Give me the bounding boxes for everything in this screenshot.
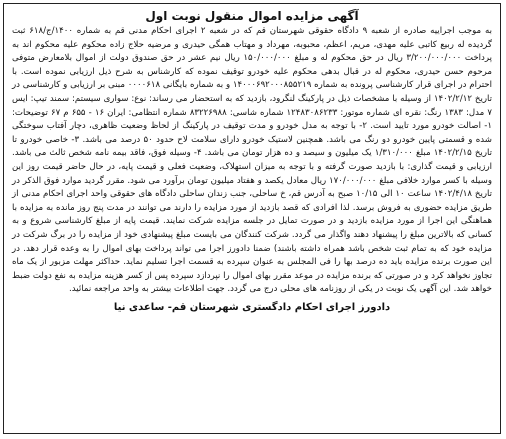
notice-title: آگهی مزایده اموال منقول نوبت اول bbox=[145, 9, 359, 23]
notice-body: به موجب اجراییه صادره از شعبه ۹ دادگاه حقوقی شهرستان قم که در شعبه ۲ اجرای احکام مدنی قم به شماره ۱۴۰۰/ج/۶۱۸ ثبت گردیده له ربیع کاتبی علیه مهدی، مریم، اعظم، محبوبه، مهرداد و مهتاب همگی حیدری و مرضیه حلاج زاده محکوم علیه محکوم اند به پرداخت ۳/۲۰۰/۰۰۰/۰۰۰ ریال در حق محکوم له و مبلغ ۱۵۰/۰۰۰/۰۰۰ ریال نیم عشر در حق صندوق دولت از اموال بلامعارض متوفی مرحوم حسن حیدری، محکوم له در قبال بدهی محکوم علیه خودرو توقیف نموده که کارشناس به شرح ذیل ارزیابی نموده است. با احترام در اجرای قرار کارشناسی پرونده به شماره ۱۴۰۰۰۶۹۲۰۰۰۸۵۵۲۱۹ و به شماره بایگانی ۰۰۰۰۶۱۸ مبنی بر ارزیابی و کارشناسی در تاریخ ۱۴۰۲/۲/۱۲ از وسیله با مشخصات ذیل در پارکینگ لنگرود، بازدید که به استحضار می رساند: نوع: سواری سیستم: سمند تیپ: ایس ۷ مدل: ۱۳۸۳ رنگ: نقره ای شماره موتور: ۱۲۴۸۳۰۸۶۲۳۳ شماره شاسی: ۸۳۲۲۶۹۸۸ شماره انتظامی: ایران ۱۶ - ۶۵۵ م ۶۷ توضیحات: ۱- اصالت خودرو مورد تایید است. ۲- با توجه به مدل خودرو و مدت توقیف در پارکینگ از لحاظ وضعیت ظاهری، دچار آفتاب سوختگی شده و قسمتی پایین خودرو دو رنگ می باشد. همچنین لاستیک خودرو دارای سلامت لاح حدود ۵۰ درصد می باشد. ۳- خاصی خودرو تا تاریخ ۱۴۰۲/۲/۱۵ مبلغ ۱/۳۱۰/۰۰۰ یک میلیون و سیصد و ده هزار تومان می باشد. ۴- وسیله فوق، فاقد بیمه نامه شخص ثالث می باشد. ارزیابی و قیمت گذاری: با بازدید صورت گرفته و با توجه به میزان استهلاک، وضعیت فعلی و قیمت پایه، در حال حاضر قیمت روز این وسیله با کسر موارد خلافی مبلغ ۱۷۰/۰۰۰/۰۰۰ ریال معادل یکصد و هفتاد میلیون تومان برآورد می شود. مقرر گردید موارد فوق الذکر در تاریخ ۱۴۰۲/۴/۱۸ ساعت ۱۰ الی ۱۰/۱۵ صبح به آدرس قم، خ ساحلی، جنب زندان ساحلی دادگاه های حقوقی واحد اجرای احکام مدنی از طریق مزایده حضوری به فروش برسد. لذا افرادی که قصد بازدید از مورد مزایده را دارند می توانند در مدت پنج روز مانده به مزایده با هماهنگی این اجرا از مورد مزایده بازدید و در صورت تمایل در جلسه مزایده شرکت نمایند. قیمت پایه از مبلغ کارشناسی شروع و به کسانی که بالاترین مبلغ را پیشنهاد دهند واگذار می گردد. شرکت کنندگان می بایست مبلغ پیشنهادی خود از مزایده را در برگ شرکت در مزایده خود که به تمام ثبت شخص باشد همراه داشته باشند) ضمنا دادورز اجرا می تواند پرداخت بهای اموال را به وعده قرار دهد. در این صورت برنده مزایده باید ده درصد بها را فی المجلس به عنوان سپرده به قسمت اجرا تسلیم نماید. حداکثر مهلت مزبور از یک ماه تجاوز نخواهد کرد و در صورتی که برنده مزایده در موعد مقرر بهای اموال را نپردازد سپرده پس از کسر هزینه مزایده به نفع دولت ضبط خواهد شد. این آگهی یک نوبت در یکی از روزنامه های محلی درج می گردد. جهت اطلاعات بیشتر به واحد مراجعه نمائید. bbox=[12, 26, 493, 295]
notice-signature: دادورز اجرای احکام دادگستری شهرستان قم- ساعدی نیا bbox=[113, 301, 391, 313]
auction-notice bbox=[3, 3, 501, 434]
